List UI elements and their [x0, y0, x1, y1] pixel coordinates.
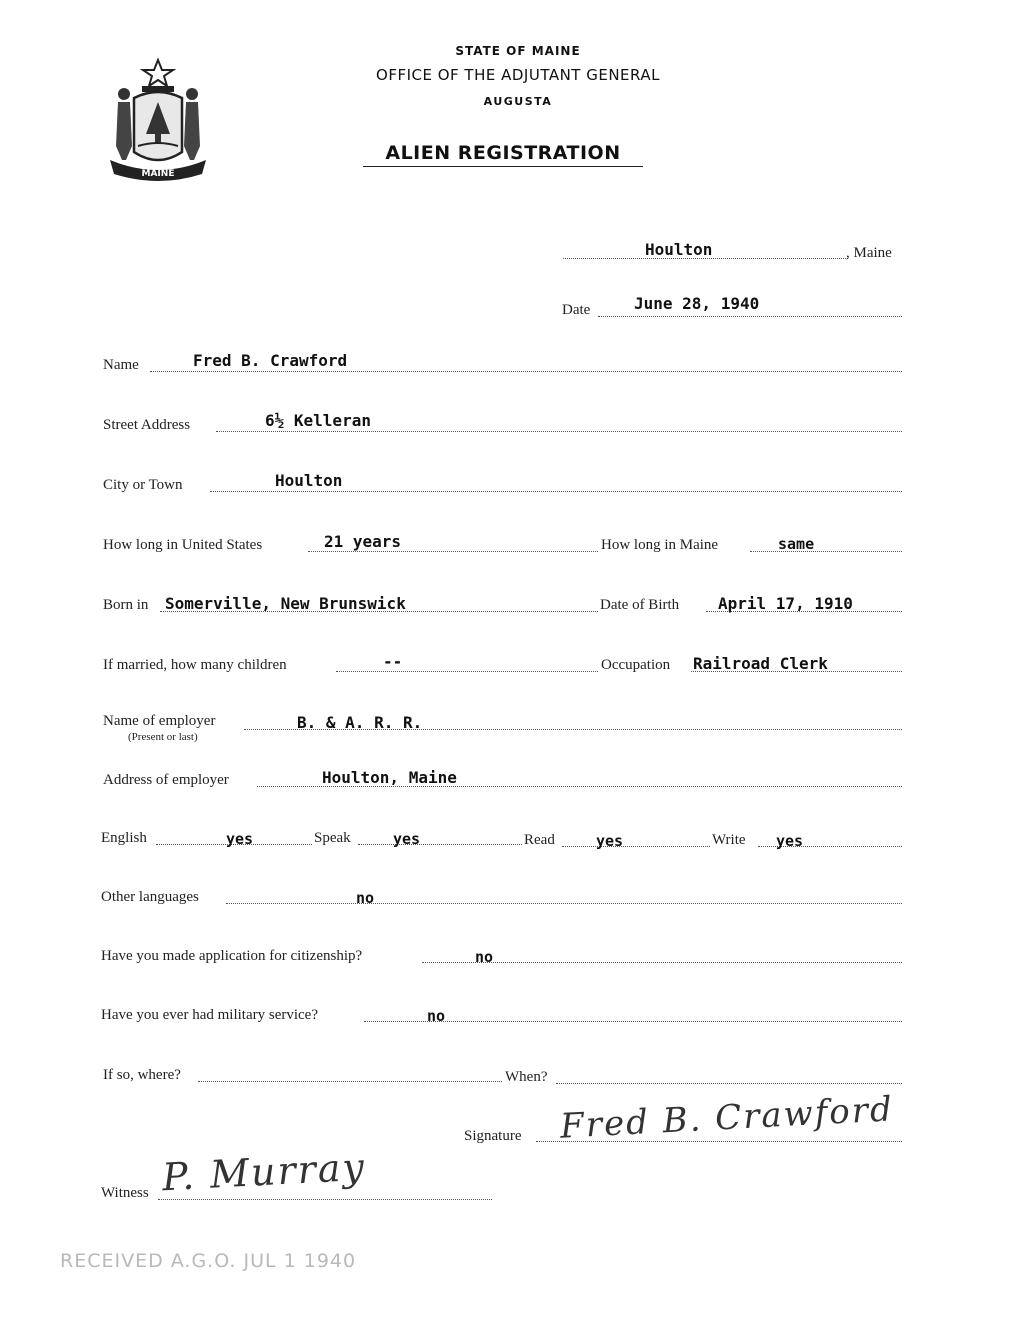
witness-label: Witness: [101, 1185, 149, 1201]
maine-duration-value: same: [778, 535, 815, 553]
speak-value: yes: [393, 830, 421, 848]
street-line: [216, 431, 902, 432]
us-duration-line: [308, 551, 598, 552]
write-value: yes: [776, 832, 804, 850]
signature-handwriting: Fred B. Crawford: [559, 1089, 895, 1147]
write-label: Write: [712, 832, 746, 848]
dob-label: Date of Birth: [600, 597, 680, 613]
date-label: Date: [562, 302, 591, 318]
place-value: Houlton: [645, 240, 713, 259]
children-label: If married, how many children: [103, 657, 287, 673]
name-line: [150, 371, 902, 372]
city-value: Houlton: [275, 471, 343, 490]
street-label: Street Address: [103, 417, 191, 433]
read-label: Read: [524, 832, 555, 848]
us-duration-value: 21 years: [324, 532, 402, 551]
witness-handwriting: P. Murray: [160, 1144, 367, 1200]
dob-value: April 17, 1910: [718, 594, 853, 613]
military-label: Have you ever had military service?: [101, 1007, 318, 1023]
citizenship-value: no: [475, 948, 494, 966]
seal-text: MAINE: [141, 169, 175, 179]
english-value: yes: [226, 830, 254, 848]
city-label: City or Town: [103, 477, 183, 493]
born-in-value: Somerville, New Brunswick: [165, 594, 406, 613]
us-duration-label: How long in United States: [103, 537, 263, 553]
when-line: [556, 1083, 902, 1084]
name-value: Fred B. Crawford: [193, 351, 348, 370]
english-label: English: [101, 830, 147, 846]
city-line: [210, 491, 902, 492]
name-label: Name: [103, 357, 139, 373]
place-suffix: , Maine: [846, 245, 892, 261]
witness-line: [158, 1199, 492, 1200]
employer-sublabel: (Present or last): [128, 731, 198, 743]
other-languages-label: Other languages: [101, 889, 199, 905]
where-label: If so, where?: [103, 1067, 181, 1083]
maine-duration-line: [750, 551, 902, 552]
born-in-label: Born in: [103, 597, 149, 613]
employer-address-label: Address of employer: [103, 772, 229, 788]
form-title: ALIEN REGISTRATION: [363, 142, 643, 167]
received-stamp: RECEIVED A.G.O. JUL 1 1940: [60, 1250, 357, 1272]
employer-address-value: Houlton, Maine: [322, 768, 457, 787]
where-line: [198, 1081, 502, 1082]
citizenship-line: [422, 962, 902, 963]
date-value: June 28, 1940: [634, 294, 760, 313]
employer-label: Name of employer: [103, 713, 216, 729]
header-office: OFFICE OF THE ADJUTANT GENERAL: [376, 66, 660, 84]
other-languages-value: no: [356, 889, 375, 907]
when-label: When?: [505, 1069, 548, 1085]
occupation-label: Occupation: [601, 657, 671, 673]
maine-duration-label: How long in Maine: [601, 537, 719, 553]
children-value: --: [383, 652, 403, 671]
signature-label: Signature: [464, 1128, 522, 1144]
employer-value: B. & A. R. R.: [297, 713, 423, 732]
citizenship-label: Have you made application for citizenship?: [101, 948, 363, 964]
header-city: AUGUSTA: [483, 95, 553, 108]
header-state: STATE OF MAINE: [455, 44, 581, 58]
street-value: 6½ Kelleran: [265, 411, 371, 430]
other-languages-line: [226, 903, 902, 904]
speak-label: Speak: [314, 830, 351, 846]
speak-line: [358, 844, 522, 845]
date-line: [598, 316, 902, 317]
read-value: yes: [596, 832, 624, 850]
read-line: [562, 846, 710, 847]
children-line: [336, 671, 598, 672]
military-value: no: [427, 1007, 446, 1025]
occupation-value: Railroad Clerk: [693, 654, 828, 673]
